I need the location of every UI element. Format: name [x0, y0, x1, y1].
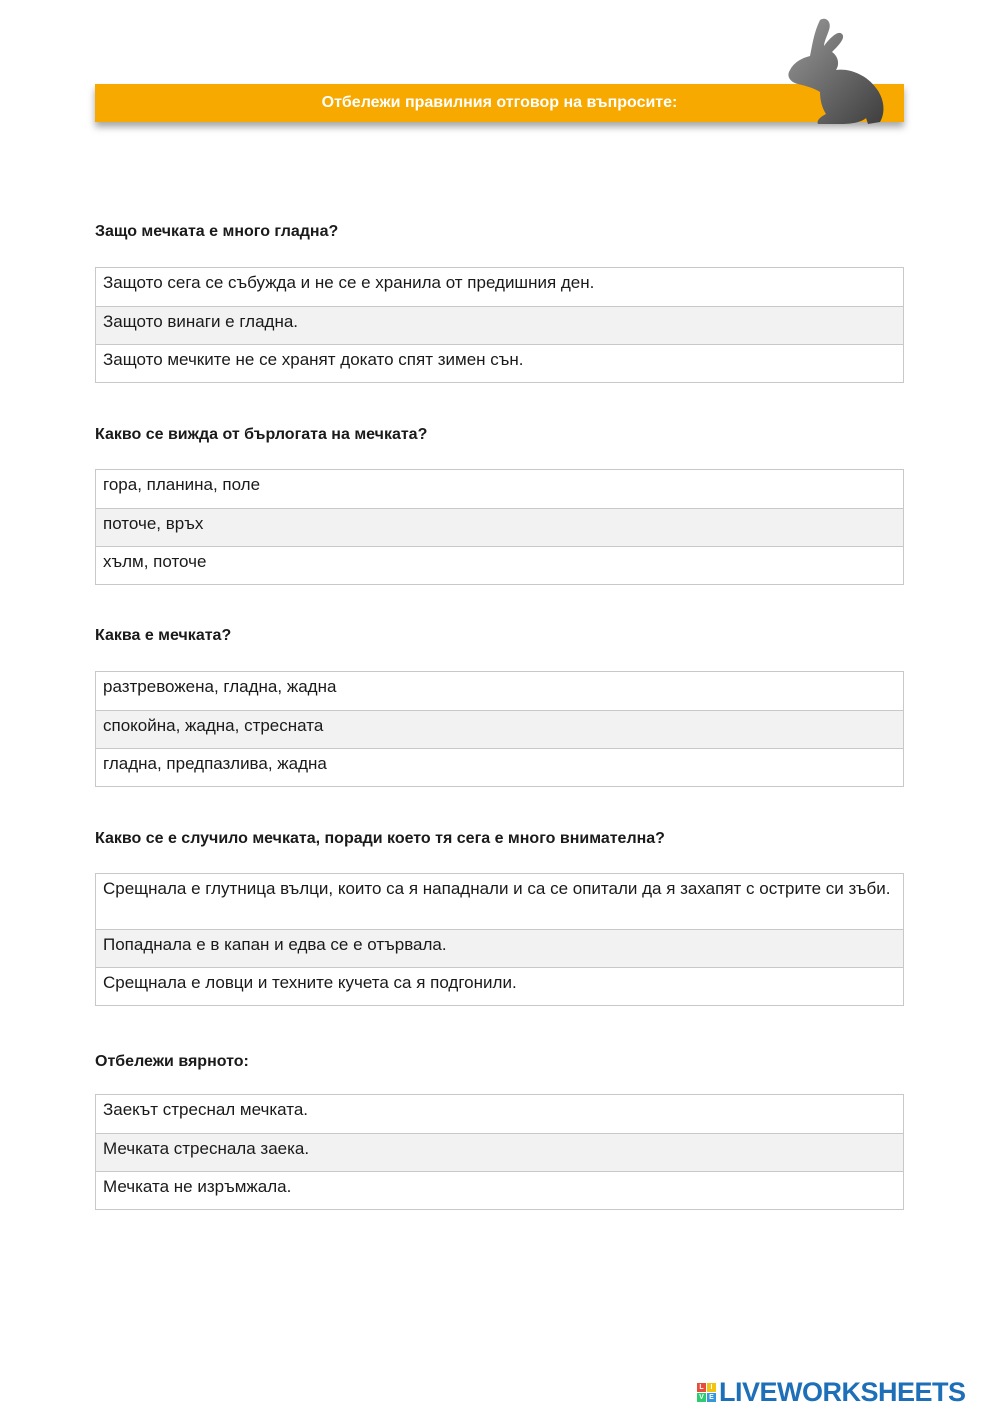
- option-1-1[interactable]: Защото сега се събужда и не се е хранила от предишния ден.: [103, 273, 595, 292]
- option-5-1[interactable]: Заекът стреснал мечката.: [103, 1100, 309, 1119]
- options-question-5: [95, 1094, 904, 1210]
- options-question-4: [95, 873, 904, 1006]
- question-3: Каква е мечката?: [95, 627, 232, 644]
- option-2-2[interactable]: поточе, връх: [96, 508, 903, 546]
- page-title: Отбележи правилния отговор на въпросите:: [321, 94, 678, 111]
- logo-text: LIVEWORKSHEETS: [719, 1376, 966, 1407]
- question-2: Какво се вижда от бърлогата на мечката?: [95, 426, 428, 443]
- options-question-3: [95, 671, 904, 787]
- option-5-3[interactable]: Мечката не изръмжала.: [96, 1171, 903, 1209]
- option-5-2[interactable]: Мечката стреснала заека.: [96, 1133, 903, 1171]
- option-1-3[interactable]: Защото мечките не се хранят докато спят зимен сън.: [96, 344, 903, 382]
- question-1: Защо мечката е много гладна?: [95, 223, 339, 240]
- option-3-1[interactable]: разтревожена, гладна, жадна: [103, 677, 337, 696]
- option-3-2[interactable]: спокойна, жадна, стресната: [96, 710, 903, 748]
- question-5: Отбележи вярното:: [95, 1053, 249, 1070]
- liveworksheets-logo: [697, 1377, 966, 1407]
- options-question-1: [95, 267, 904, 383]
- option-4-3[interactable]: Срещнала е ловци и техните кучета са я подгонили.: [96, 967, 903, 1005]
- option-4-1[interactable]: Срещнала е глутница вълци, които са я нападнали и са се опитали да я захапят с острите си зъби.: [103, 879, 891, 898]
- option-1-2[interactable]: Защото винаги е гладна.: [96, 306, 903, 344]
- rabbit-icon: [782, 16, 892, 128]
- options-question-2: [95, 469, 904, 585]
- option-4-2[interactable]: Попаднала е в капан и едва се е отървала.: [96, 929, 903, 967]
- option-2-1[interactable]: гора, планина, поле: [103, 475, 261, 494]
- question-4: Какво се е случило мечката, поради което тя сега е много внимателна?: [95, 830, 665, 847]
- option-2-3[interactable]: хълм, поточе: [96, 546, 903, 584]
- option-3-3[interactable]: гладна, предпазлива, жадна: [96, 748, 903, 786]
- logo-mark-icon: L I V E: [697, 1383, 716, 1402]
